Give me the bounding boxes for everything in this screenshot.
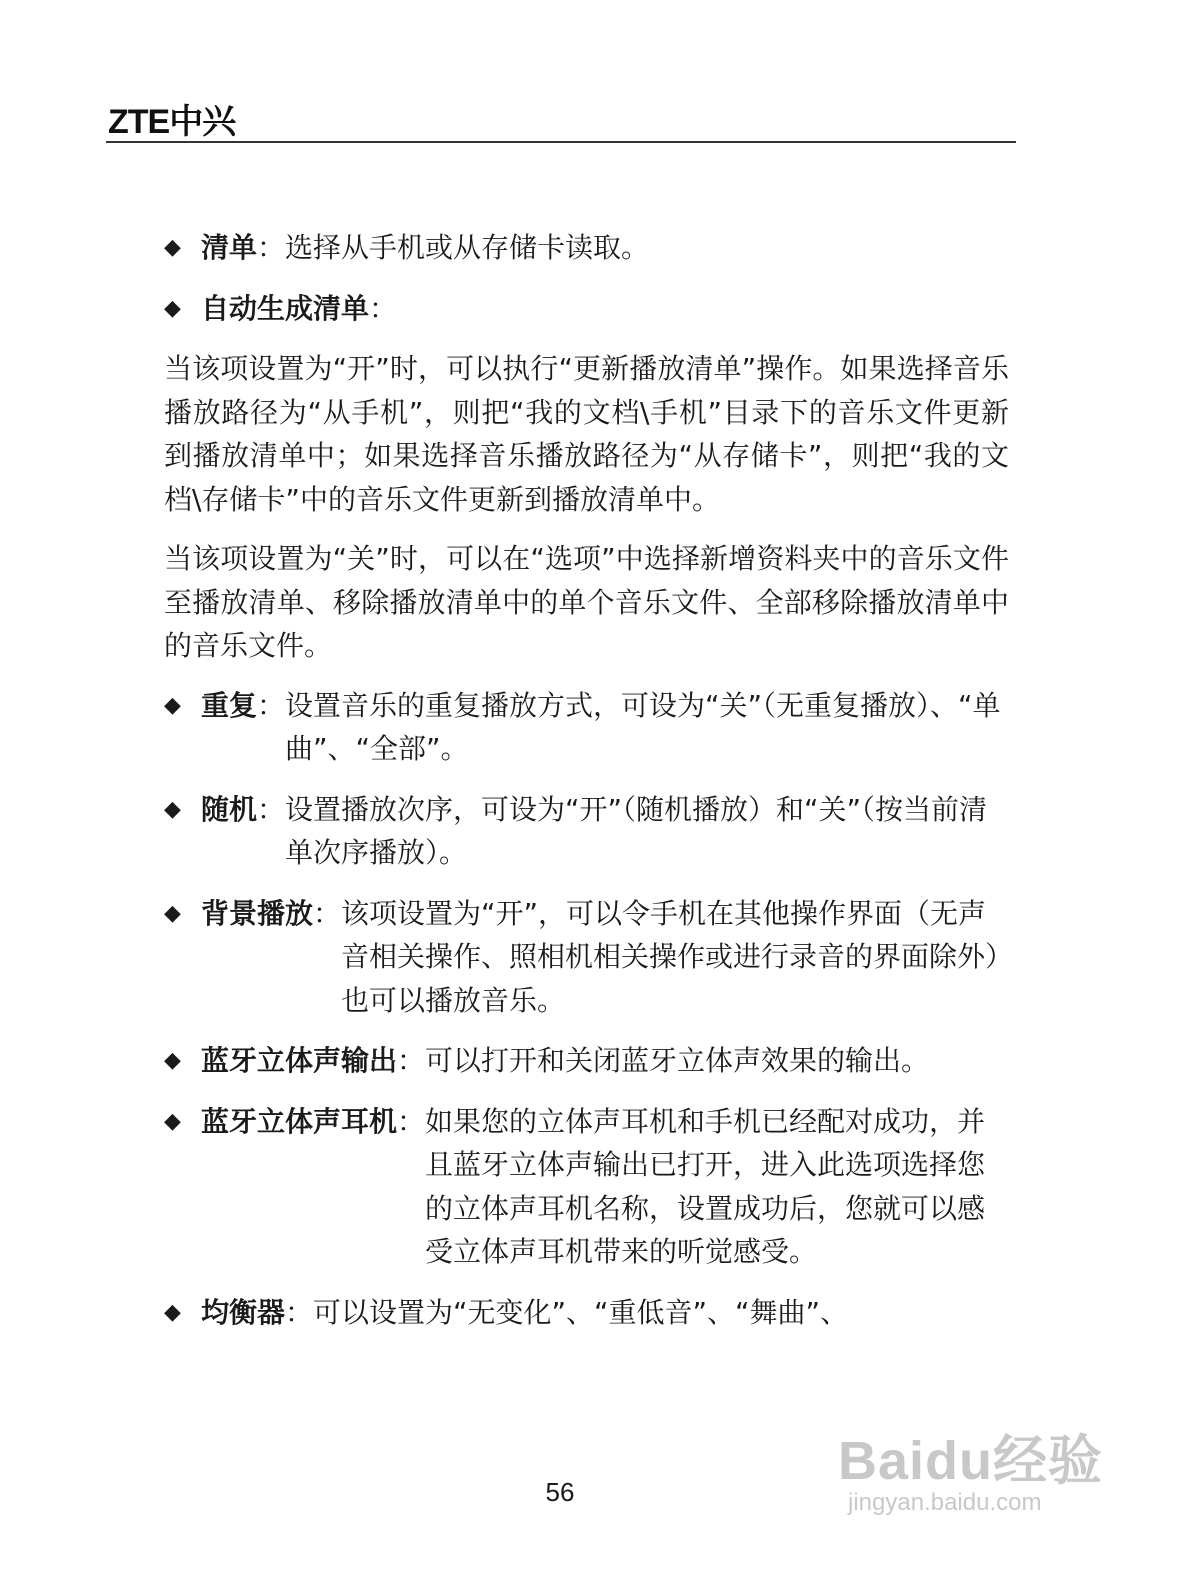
item-colon: ： [257, 792, 286, 826]
item-term: 重复 [201, 688, 258, 722]
item-colon: ： [285, 1295, 314, 1329]
header-divider [106, 141, 1016, 143]
item-term: 自动生成清单 [201, 291, 370, 325]
watermark-main: Baidu经验 [838, 1431, 1104, 1491]
diamond-bullet-icon: ◆ [164, 1299, 181, 1325]
item-term: 蓝牙立体声耳机 [201, 1104, 398, 1138]
diamond-bullet-icon: ◆ [164, 235, 181, 260]
item-description: 设置音乐的重复播放方式，可设为“关”（无重复播放）、“单曲”、“全部”。 [285, 688, 1001, 765]
item-description: 选择从手机或从存储卡读取。 [285, 231, 650, 264]
diamond-bullet-icon: ◆ [164, 1048, 181, 1073]
item-colon: ： [369, 291, 398, 325]
diamond-bullet-icon: ◆ [164, 295, 181, 321]
item-description: 设置播放次序，可设为“开”（随机播放）和“关”（按当前清单次序播放）。 [285, 792, 988, 869]
item-description: 可以设置为“无变化”、“重低音”、“舞曲”、 [313, 1295, 849, 1329]
list-item-repeat [164, 684, 1009, 771]
item-description: 该项设置为“开”，可以令手机在其他操作界面（无声音相关操作、照相机相关操作或进行录音的界面除外）也可以播放音乐。 [341, 896, 1000, 1017]
item-description: 可以打开和关闭蓝牙立体声效果的输出。 [425, 1044, 930, 1077]
list-item-shuffle [164, 788, 1009, 875]
diamond-bullet-icon: ◆ [164, 796, 181, 822]
item-colon: ： [397, 1104, 426, 1138]
paragraph-auto-off: 当该项设置为“关”时，可以在“选项”中选择新增资料夹中的音乐文件至播放清单、移除播放清单中的单个音乐文件、全部移除播放清单中的音乐文件。 [164, 542, 1009, 662]
list-item-bt-headset [164, 1100, 1009, 1274]
item-term: 均衡器 [201, 1295, 286, 1329]
watermark-url: jingyan.baidu.com [848, 1489, 1042, 1516]
item-colon: ： [313, 896, 342, 930]
item-colon: ： [257, 688, 286, 722]
diamond-bullet-icon: ◆ [164, 692, 181, 718]
diamond-bullet-icon: ◆ [164, 1108, 181, 1134]
list-item-auto-playlist [164, 287, 1009, 331]
item-colon: ： [257, 231, 286, 264]
zte-logo: ZTE中兴 [108, 103, 236, 141]
list-item-background-play [164, 892, 1009, 1023]
item-colon: ： [397, 1044, 426, 1077]
item-term: 清单 [201, 231, 258, 264]
page-number: 56 [545, 1477, 575, 1507]
page-content [164, 226, 1009, 1351]
baidu-watermark [838, 1418, 1103, 1517]
list-item-playlist [164, 226, 1009, 270]
item-term: 背景播放 [201, 896, 314, 930]
item-term: 随机 [201, 792, 258, 826]
item-description: 如果您的立体声耳机和手机已经配对成功，并且蓝牙立体声输出已打开，进入此选项选择您的立体声耳机名称，设置成功后，您就可以感受立体声耳机带来的听觉感受。 [425, 1104, 986, 1268]
item-term: 蓝牙立体声输出 [201, 1044, 398, 1077]
paragraph-auto-on: 当该项设置为“开”时，可以执行“更新播放清单”操作。如果选择音乐播放路径为“从手机”，则把“我的文档\手机”目录下的音乐文件更新到播放清单中；如果选择音乐播放路径为“从存储卡”，则把“我的文档\存储卡”中的音乐文件更新到播放清单中。 [164, 352, 1009, 516]
list-item-equalizer [164, 1291, 1009, 1335]
list-item-bt-output [164, 1039, 1009, 1083]
diamond-bullet-icon: ◆ [164, 900, 181, 926]
